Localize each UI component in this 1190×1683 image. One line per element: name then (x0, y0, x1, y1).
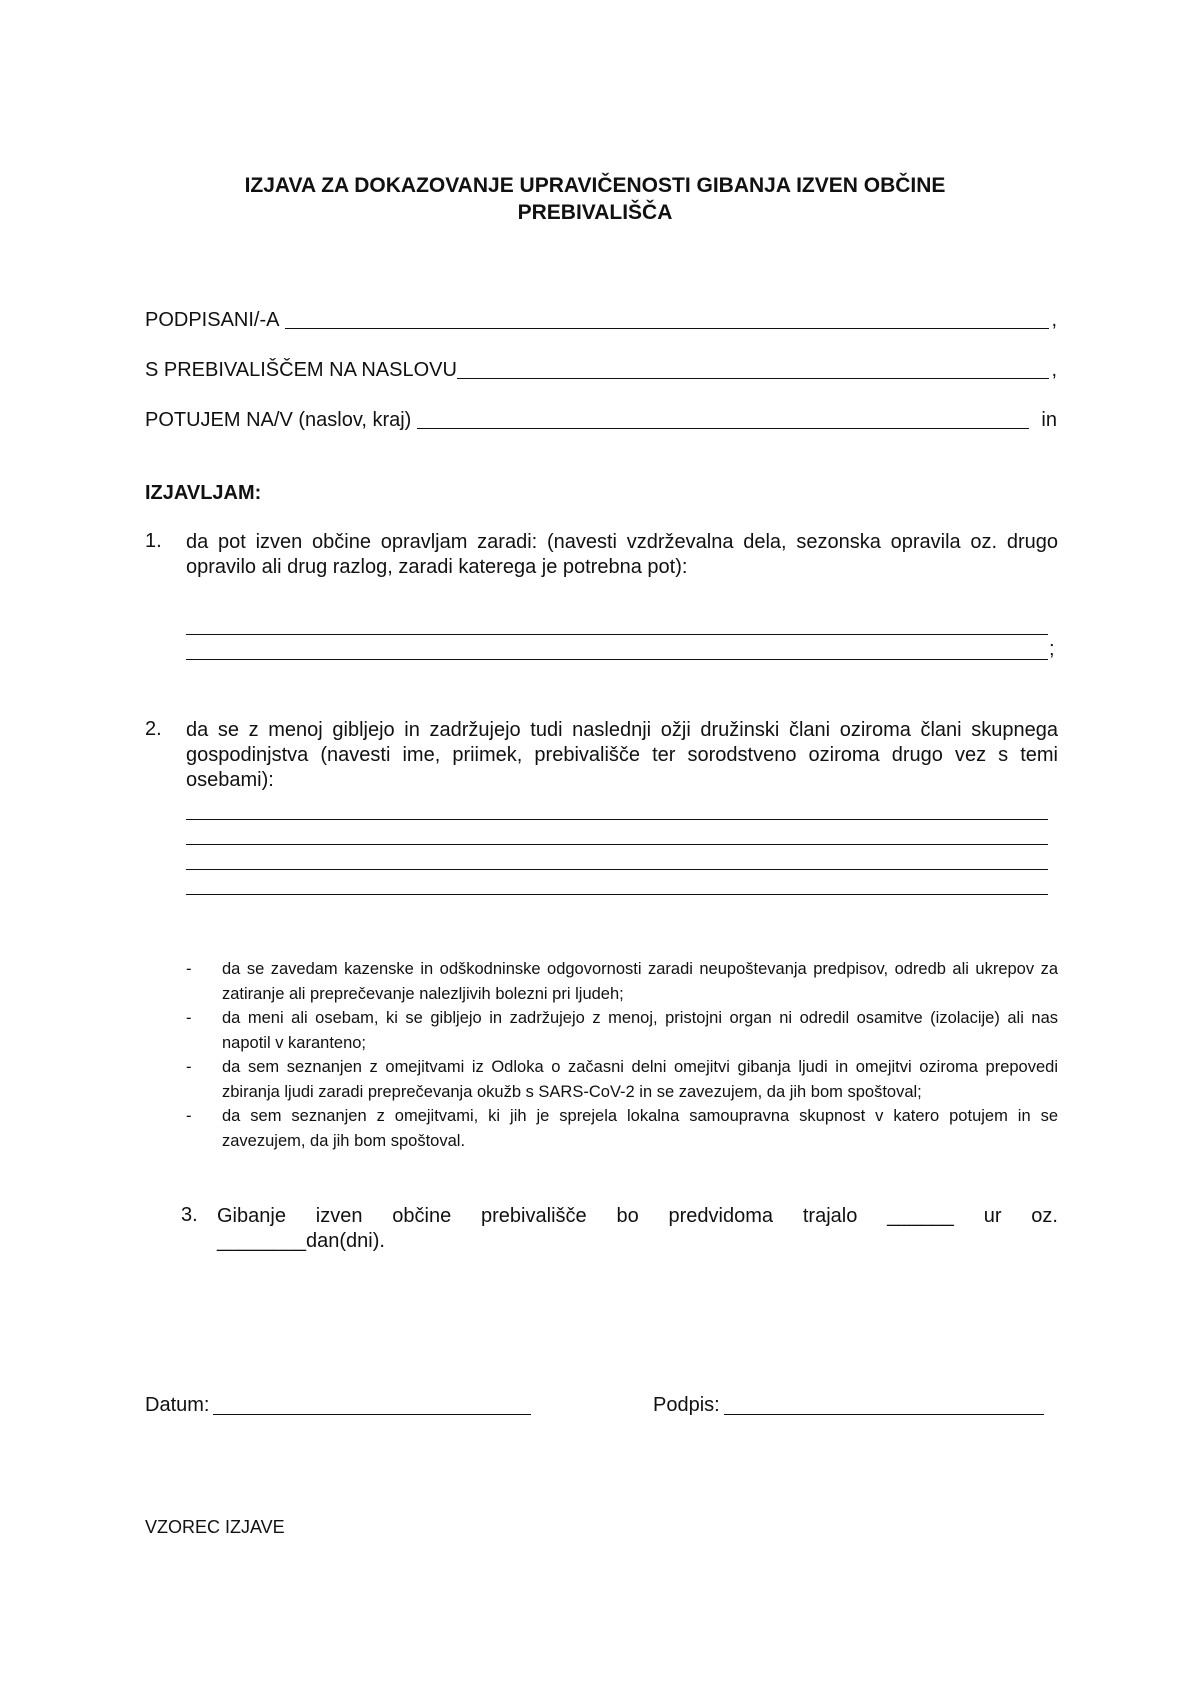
destination-input-line[interactable] (417, 406, 1029, 429)
signee-input-line[interactable] (285, 306, 1049, 329)
item-1-input-line-2[interactable] (186, 659, 1048, 660)
item-1-end-mark: ; (1049, 638, 1055, 660)
item-2-input-line-1[interactable] (186, 819, 1048, 820)
item-3-line-2[interactable]: ________dan(dni). (217, 1230, 385, 1252)
bullet-item (186, 1104, 1058, 1153)
title-line-2: PREBIVALIŠČA (517, 201, 673, 224)
item-1-number: 1. (145, 530, 162, 552)
signature-input-line[interactable] (724, 1392, 1044, 1415)
signee-label: PODPISANI/-A (145, 309, 280, 331)
signee-field (145, 302, 1057, 332)
residence-field (145, 352, 1057, 382)
declare-heading: IZJAVLJAM: (145, 482, 262, 504)
bullet-text: da sem seznanjen z omejitvami iz Odloka o začasni delni omejitvi gibanja ljudi in omejitvi oziroma prepovedi zbiranja ljudi zaradi preprečevanja okužb s SARS-CoV-2 in se zavezujem, da jih bom spoštoval; (222, 1058, 1058, 1101)
date-input-line[interactable] (213, 1392, 531, 1415)
document-title (145, 172, 1045, 226)
title-line-1: IZJAVA ZA DOKAZOVANJE UPRAVIČENOSTI GIBANJA IZVEN OBČINE (244, 174, 946, 197)
item-2-input-line-2[interactable] (186, 844, 1048, 845)
bullet-item (186, 1006, 1058, 1055)
residence-label: S PREBIVALIŠČEM NA NASLOVU (145, 359, 457, 381)
signee-tail: , (1051, 309, 1057, 331)
signature-label: Podpis: (653, 1394, 720, 1416)
item-2-number: 2. (145, 718, 162, 740)
item-1-text: da pot izven občine opravljam zaradi: (navesti vzdrževalna dela, sezonska opravila oz. drugo opravilo ali drug razlog, zaradi katerega je potrebna pot): (186, 531, 1058, 578)
bullet-dash: - (186, 960, 192, 978)
item-1-input-line-1[interactable] (186, 634, 1048, 635)
item-2-text: da se z menoj gibljejo in zadržujejo tudi naslednji ožji družinski člani oziroma člani skupnega gospodinjstva (navesti ime, priimek, prebivališče ter sorodstveno oziroma drugo vez s temi osebami): (186, 719, 1058, 791)
bullet-dash: - (186, 1058, 192, 1076)
item-3-number: 3. (181, 1204, 198, 1226)
destination-tail: in (1041, 409, 1057, 431)
footer-sample-note: VZOREC IZJAVE (145, 1517, 285, 1537)
destination-field (145, 402, 1057, 432)
bullet-dash: - (186, 1009, 192, 1027)
bullet-text: da sem seznanjen z omejitvami, ki jih je sprejela lokalna samoupravna skupnost v katero potujem in se zavezujem, da jih bom spoštoval. (222, 1107, 1058, 1150)
declaration-bullets (186, 957, 1058, 1153)
residence-input-line[interactable] (457, 356, 1049, 379)
residence-tail: , (1051, 359, 1057, 381)
item-3-line-1[interactable]: Gibanje izven občine prebivališče bo predvidoma trajalo ______ ur oz. (217, 1205, 1058, 1227)
bullet-text: da meni ali osebam, ki se gibljejo in zadržujejo z menoj, pristojni organ ni odredil osamitve (izolacije) ali nas napotil v karanteno; (222, 1009, 1058, 1052)
bullet-item (186, 957, 1058, 1006)
date-label: Datum: (145, 1394, 210, 1416)
destination-label: POTUJEM NA/V (naslov, kraj) (145, 409, 412, 431)
bullet-text: da se zavedam kazenske in odškodninske odgovornosti zaradi neupoštevanja predpisov, odredb ali ukrepov za zatiranje ali preprečevanje nalezljivih bolezni pri ljudeh; (222, 960, 1058, 1003)
bullet-item (186, 1055, 1058, 1104)
item-2-input-line-4[interactable] (186, 894, 1048, 895)
signature-field (653, 1392, 1044, 1417)
item-2-input-line-3[interactable] (186, 869, 1048, 870)
bullet-dash: - (186, 1107, 192, 1125)
date-field (145, 1392, 531, 1417)
